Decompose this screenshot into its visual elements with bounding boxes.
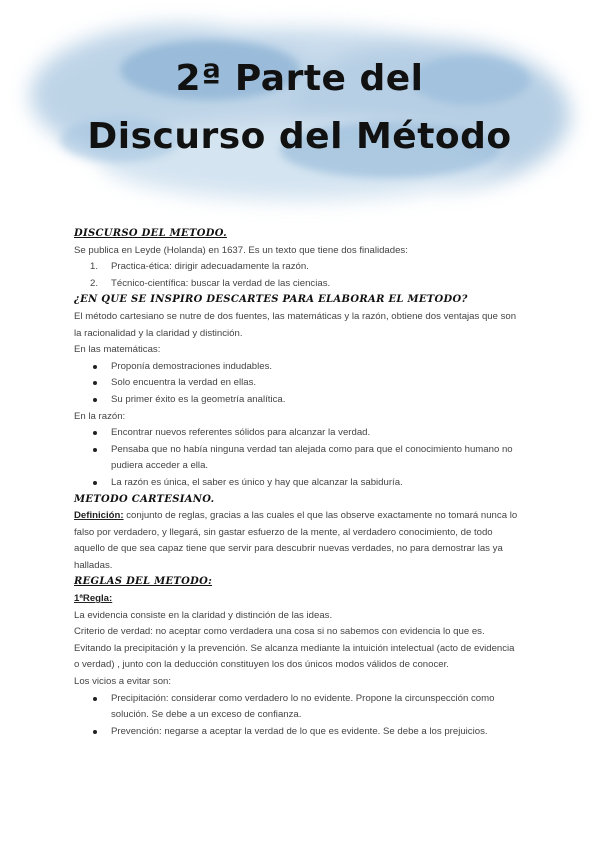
vices-bullet-list [74, 691, 522, 741]
reason-bullet-list [74, 425, 522, 491]
document-body [74, 226, 522, 740]
section-heading-reglas: REGLAS DEL METODO: [74, 576, 213, 588]
list-item-text: Técnico-científica: buscar la verdad de las ciencias. [111, 277, 331, 289]
list-item: Proponía demostraciones indudables. [74, 359, 522, 376]
rule-label-text: 1ªRegla: [74, 593, 113, 605]
list-item: Precipitación: considerar como verdadero lo no evidente. Propone la circunspección como solución. Se debe a un exceso de confianza. [74, 691, 522, 724]
intro-paragraph: Se publica en Leyde (Holanda) en 1637. Es un texto que tiene dos finalidades: [74, 244, 408, 256]
page-title-line2: Discurso del Método [87, 116, 512, 157]
list-item [74, 276, 522, 293]
math-label: En las matemáticas: [74, 344, 161, 356]
list-item: Encontrar nuevos referentes sólidos para alcanzar la verdad. [74, 425, 522, 442]
vices-label: Los vicios a evitar son: [74, 676, 172, 688]
section-heading-inspiracion: ¿EN QUE SE INSPIRO DESCARTES PARA ELABORAR EL METODO? [74, 294, 468, 306]
definition-label: Definición: [74, 510, 124, 522]
list-item [74, 259, 522, 276]
section-heading-metodo-cartesiano: METODO CARTESIANO. [74, 493, 215, 505]
list-item: Pensaba que no había ninguna verdad tan alejada como para que el conocimiento humano no pudiera acceder a ella. [74, 442, 522, 475]
list-item: Su primer éxito es la geometría analítica. [74, 392, 522, 409]
watercolor-splash [0, 0, 599, 225]
page-title-line1: 2ª Parte del [175, 58, 424, 99]
criterion-paragraph: Criterio de verdad: no aceptar como verdadera una cosa si no sabemos con evidencia lo que es. Evitando la precipitación y la prevención. Se alcanza mediante la intuición intelectual (acto de evidencia o verdad) , junto con la deducción constituyen los dos únicos modos válidos de conocer. [74, 626, 515, 671]
list-item-text: Practica-ética: dirigir adecuadamente la razón. [111, 261, 309, 273]
list-number: 1. [90, 261, 99, 273]
purposes-list [74, 259, 522, 292]
method-sources-paragraph: El método cartesiano se nutre de dos fuentes, las matemáticas y la razón, obtiene dos ventajas que son la racionalidad y la claridad y distinción. [74, 310, 517, 339]
list-item: Prevención: negarse a aceptar la verdad de lo que es evidente. Se debe a los prejuicios. [74, 724, 522, 741]
header-watercolor [0, 0, 599, 225]
list-number: 2. [90, 277, 99, 289]
rule-label [74, 591, 522, 608]
reason-label: En la razón: [74, 410, 126, 422]
definition-text: conjunto de reglas, gracias a las cuales el que las observe exactamente no tomará nunca lo falso por verdadero, y llegará, sin gastar esfuerzo de la mente, al verdadero conocimiento, de todo aquello de que sea capaz tiene que servir para descubrir nuevas verdades, no para demostrar las ya halladas. [74, 510, 518, 571]
section-heading-discurso: DISCURSO DEL METODO. [74, 228, 227, 239]
evidence-line: La evidencia consiste en la claridad y distinción de las ideas. [74, 609, 333, 621]
definition-paragraph [74, 508, 522, 574]
list-item: Solo encuentra la verdad en ellas. [74, 375, 522, 392]
math-bullet-list [74, 359, 522, 409]
list-item: La razón es única, el saber es único y hay que alcanzar la sabiduría. [74, 475, 522, 492]
